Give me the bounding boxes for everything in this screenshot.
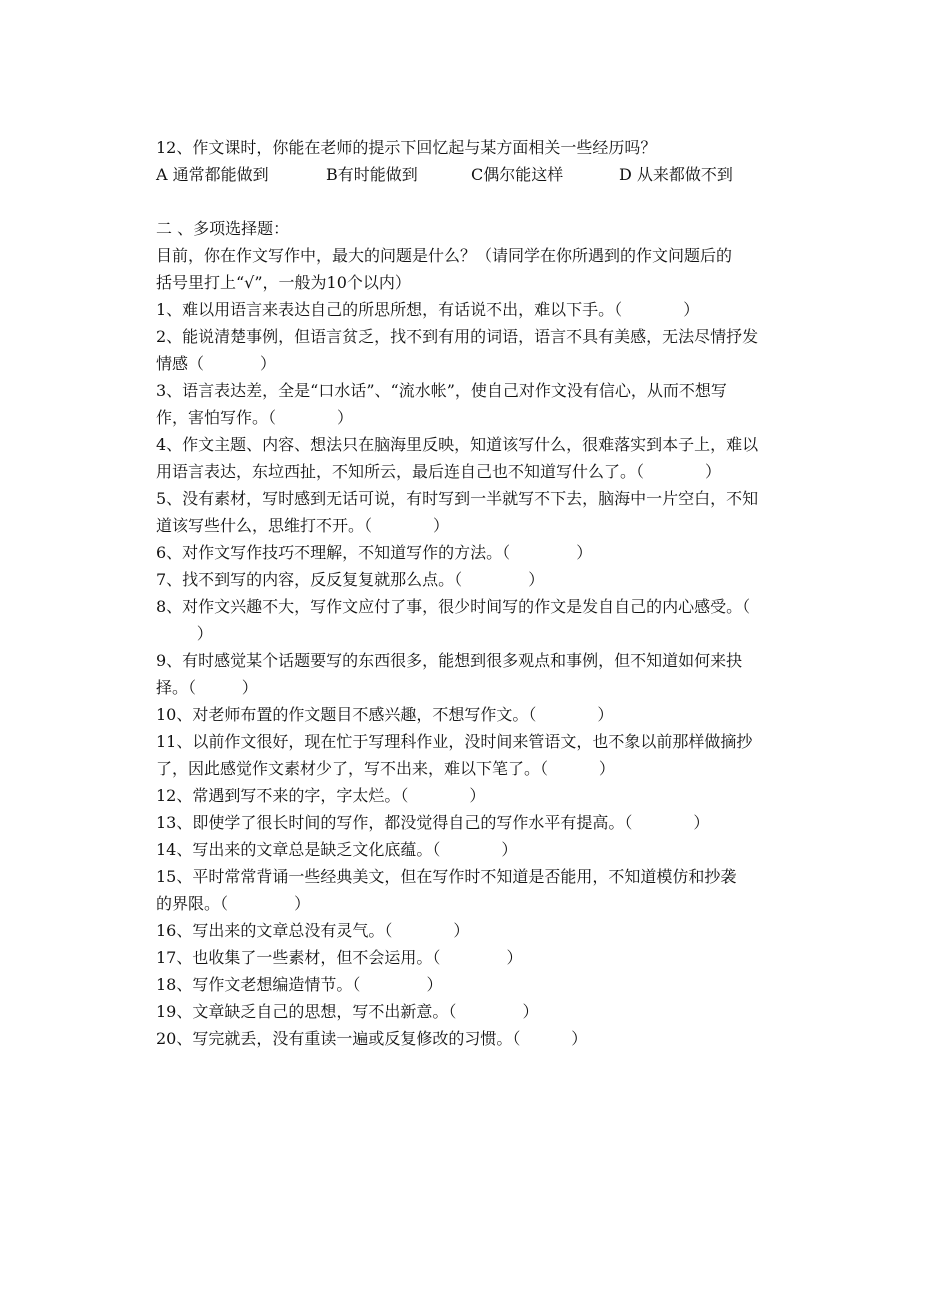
question-item [156,323,798,377]
section-heading: 二 、多项选择题： [156,219,290,238]
question-item [156,485,798,539]
question-item [156,971,798,998]
question-item-line: 情感（ ） [156,354,276,373]
document-content [156,134,798,1052]
question-item [156,593,798,647]
question-item-line: 16、写出来的文章总没有灵气。（ ） [156,921,470,940]
question-item [156,917,798,944]
section-intro-line-2: 括号里打上“√”，一般为10个以内） [156,273,411,292]
question-item-line: 20、写完就丢，没有重读一遍或反复修改的习惯。（ ） [156,1029,588,1048]
question-item-line: 择。（ ） [156,678,258,697]
question-item [156,377,798,431]
question-item [156,539,798,566]
question-item [156,728,798,782]
question-item-line: 17、也收集了一些素材，但不会运用。（ ） [156,948,523,967]
question-item-line: 的界限。（ ） [156,894,311,913]
question-item [156,1025,798,1052]
question-item [156,836,798,863]
question-item [156,701,798,728]
blank-line [156,188,798,215]
question-item [156,431,798,485]
question-item-line: 4、作文主题、内容、想法只在脑海里反映，知道该写什么，很难落实到本子上，难以 [156,435,759,454]
question-item-line: 1、难以用语言来表达自己的所思所想，有话说不出，难以下手。（ ） [156,300,700,319]
question-item-line: 14、写出来的文章总是缺乏文化底蕴。（ ） [156,840,518,859]
question-item [156,998,798,1025]
question-item-line: 7、找不到写的内容，反反复复就那么点。（ ） [156,570,545,589]
question-item [156,809,798,836]
question-list [156,296,798,1052]
question-item-line: 8、对作文兴趣不大，写作文应付了事，很少时间写的作文是发自自己的内心感受。（ [156,597,751,616]
question-item-line: 5、没有素材，写时感到无话可说，有时写到一半就写不下去，脑海中一片空白，不知 [156,489,759,508]
option-b: B有时能做到 [326,165,418,184]
question-item-line: 12、常遇到写不来的字，字太烂。（ ） [156,786,486,805]
question-item [156,944,798,971]
question-item [156,296,798,323]
question-item-line: ） [156,624,213,643]
question-12-options [156,161,798,188]
question-12: 12、作文课时，你能在老师的提示下回忆起与某方面相关一些经历吗？ [156,138,657,157]
question-item-line: 13、即使学了很长时间的写作，都没觉得自己的写作水平有提高。（ ） [156,813,710,832]
question-item-line: 用语言表达，东垃西扯，不知所云，最后连自己也不知道写什么了。（ ） [156,462,722,481]
question-item-line: 19、文章缺乏自己的思想，写不出新意。（ ） [156,1002,539,1021]
question-item-line: 15、平时常常背诵一些经典美文，但在写作时不知道是否能用，不知道模仿和抄袭 [156,867,737,886]
question-item-line: 道该写些什么，思维打不开。（ ） [156,516,450,535]
question-item-line: 18、写作文老想编造情节。（ ） [156,975,443,994]
question-item [156,566,798,593]
question-item-line: 6、对作文写作技巧不理解，不知道写作的方法。（ ） [156,543,593,562]
question-item [156,647,798,701]
question-item-line: 作，害怕写作。（ ） [156,408,354,427]
question-item [156,863,798,917]
option-a: A 通常都能做到 [156,165,269,184]
question-item-line: 11、以前作文很好，现在忙于写理科作业，没时间来管语文，也不象以前那样做摘抄 [156,732,753,751]
question-item-line: 9、有时感觉某个话题要写的东西很多，能想到很多观点和事例，但不知道如何来抉 [156,651,743,670]
question-item-line: 2、能说清楚事例，但语言贫乏，找不到有用的词语，语言不具有美感，无法尽情抒发 [156,327,759,346]
question-item-line: 10、对老师布置的作文题目不感兴趣，不想写作文。（ ） [156,705,614,724]
option-c: C偶尔能这样 [471,165,564,184]
option-d: D 从来都做不到 [619,165,733,184]
section-intro-line-1: 目前，你在作文写作中，最大的问题是什么？（请同学在你所遇到的作文问题后的 [156,246,733,265]
question-item [156,782,798,809]
question-item-line: 3、语言表达差，全是“口水话”、“流水帐”，使自己对作文没有信心，从而不想写 [156,381,727,400]
question-item-line: 了，因此感觉作文素材少了，写不出来，难以下笔了。（ ） [156,759,615,778]
